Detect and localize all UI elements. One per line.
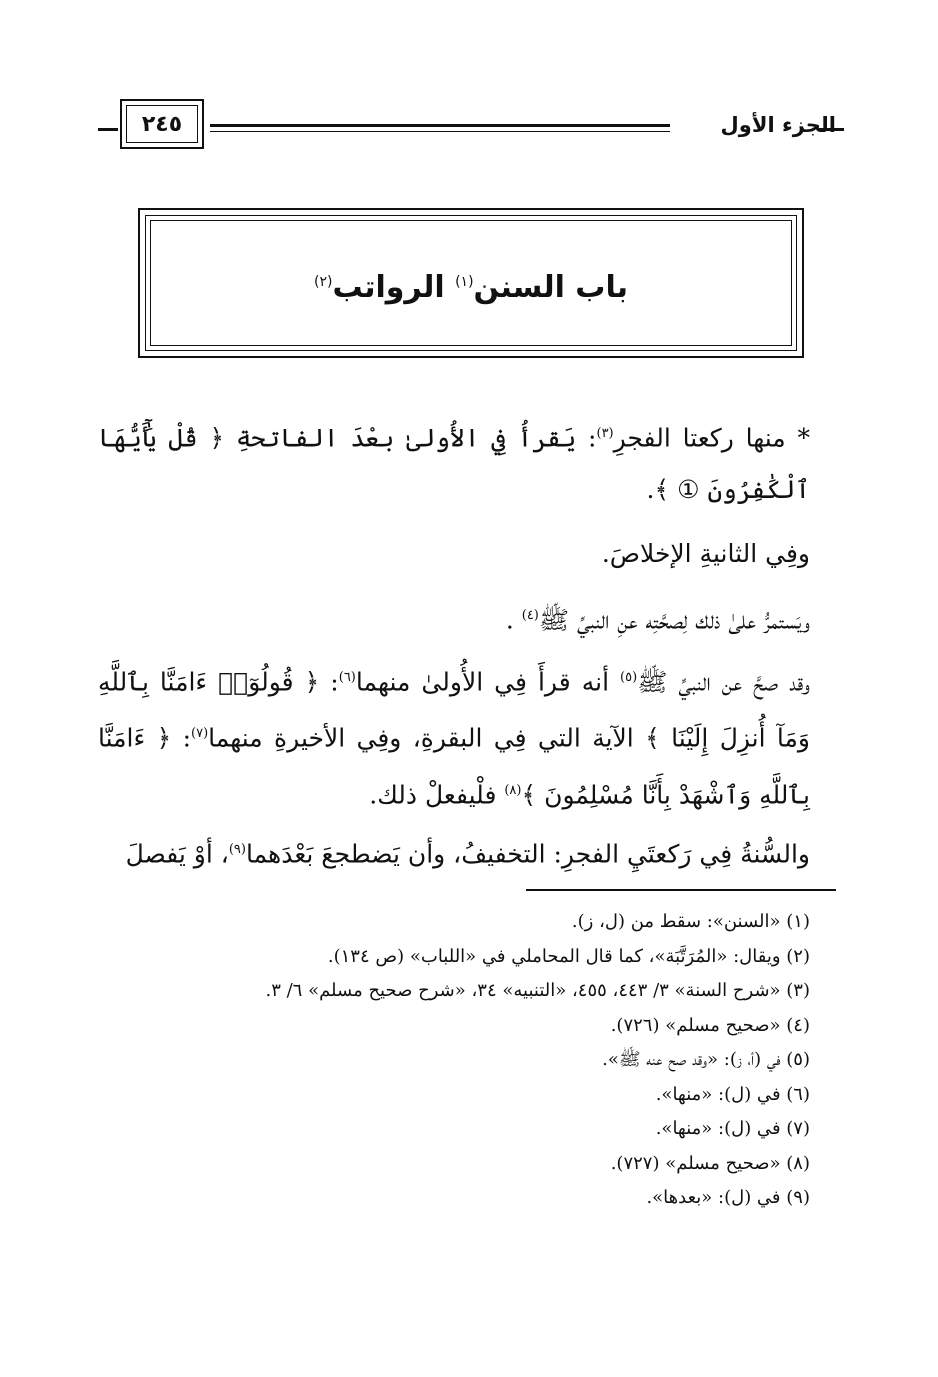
footnote-7: (٧) في (ل): «منها». [655, 1118, 810, 1139]
footnote-8: (٨) «صحيح مسلم» (٧٢٧). [610, 1152, 810, 1174]
footnote-3: (٣) «شرح السنة» ٣/ ٤٤٣، ٤٥٥، «التنبيه» ٣٤، «شرح صحيح مسلم» ٦/ ٣. [265, 980, 810, 1001]
p1-text-a: * منها ركعتا الفجرِ [613, 423, 810, 453]
paragraph-1 [98, 408, 810, 516]
header-rule-left [98, 128, 118, 131]
footnote-separator [526, 889, 836, 891]
paragraph-3 [98, 590, 810, 646]
chapter-title-part2: الرواتب [332, 270, 445, 305]
p5-text-a: والسُّنةُ فِي رَكعتَيِ الفجرِ: التخفيفُ، وأن يَضطجعَ بَعْدَهما [245, 839, 810, 869]
chapter-title-part1: باب السنن [473, 270, 628, 305]
footnote-ref-7: (٧) [191, 726, 209, 742]
footnote-1: (١) «السنن»: سقط من (ل، ز). [571, 911, 810, 932]
footnotes [130, 905, 810, 1216]
p4-text-a: وقد صحَّ عن النبيِّ ﷺ [637, 667, 811, 697]
part-title: الجزء الأول [720, 113, 836, 137]
footnote-2: (٢) ويقال: «المُرَتَّبَة»، كما قال المحاملي في «اللباب» (ص ١٣٤). [327, 945, 810, 967]
footnote-ref-8: (٨) [504, 782, 522, 798]
paragraph-4 [98, 652, 810, 821]
footnote-ref-9: (٩) [228, 842, 246, 857]
p3-text-a: ويَستمرُّ علىٰ ذلك لِصحَّتِه عنِ النبيِّ ﷺ [538, 605, 810, 635]
p4-text-e: فلْيفعلْ ذلك. [369, 779, 505, 809]
footnote-ref-4: (٤) [521, 608, 539, 623]
paragraph-5 [98, 824, 810, 880]
footnote-ref-1: (١) [455, 274, 474, 290]
page-number: ٢٤٥ [141, 111, 183, 137]
p4-text-d: : ﴿ ءَامَنَّا بِٱللَّهِ وَٱشْهَدْ بِأَنَّا مُسْلِمُونَ ﴾ [98, 723, 810, 809]
footnote-6: (٦) في (ل): «منها». [655, 1083, 810, 1105]
page-number-box [120, 99, 204, 149]
footnote-ref-5: (٥) [620, 670, 638, 685]
footnote-ref-2: (٢) [313, 274, 333, 290]
footnote-9: (٩) في (ل): «بعدها». [646, 1187, 810, 1208]
chapter-title-frame [138, 208, 804, 358]
header-rule-center [210, 124, 670, 127]
p4-text-b: أنه قرأَ فِي الأُولىٰ منهما [355, 667, 621, 697]
p2-text: وفِي الثانيةِ الإخلاصَ. [601, 539, 810, 568]
p4-text-c: : ﴿ قُولُوٓا۟ ءَامَنَّا بِٱللَّهِ وَمَآ أُنزِلَ إِلَيْنَا ﴾ الآية التي فِي البقرةِ، وفِي الأخيرةِ منهما [98, 667, 811, 753]
p3-text-b: . [505, 605, 522, 635]
p1-text-b: : يَقرأُ فِي الأُولىٰ بعْدَ الفاتحةِ ﴿ قُلْ يَٰٓأَيُّهَا ٱلْكَٰفِرُونَ ① ﴾. [98, 423, 810, 505]
footnote-4: (٤) «صحيح مسلم» (٧٢٦). [610, 1014, 810, 1036]
footnote-ref-6: (٦) [338, 670, 356, 685]
p5-text-b: ، أوْ يَفصلَ [125, 839, 229, 869]
footnote-5: (٥) في (أ، ز): «وقد صح عنه ﷺ». [602, 1049, 810, 1070]
footnote-ref-3: (٣) [596, 426, 614, 441]
chapter-title [140, 270, 802, 305]
paragraph-2 [98, 528, 810, 580]
header-rule-center-thin [210, 131, 670, 132]
